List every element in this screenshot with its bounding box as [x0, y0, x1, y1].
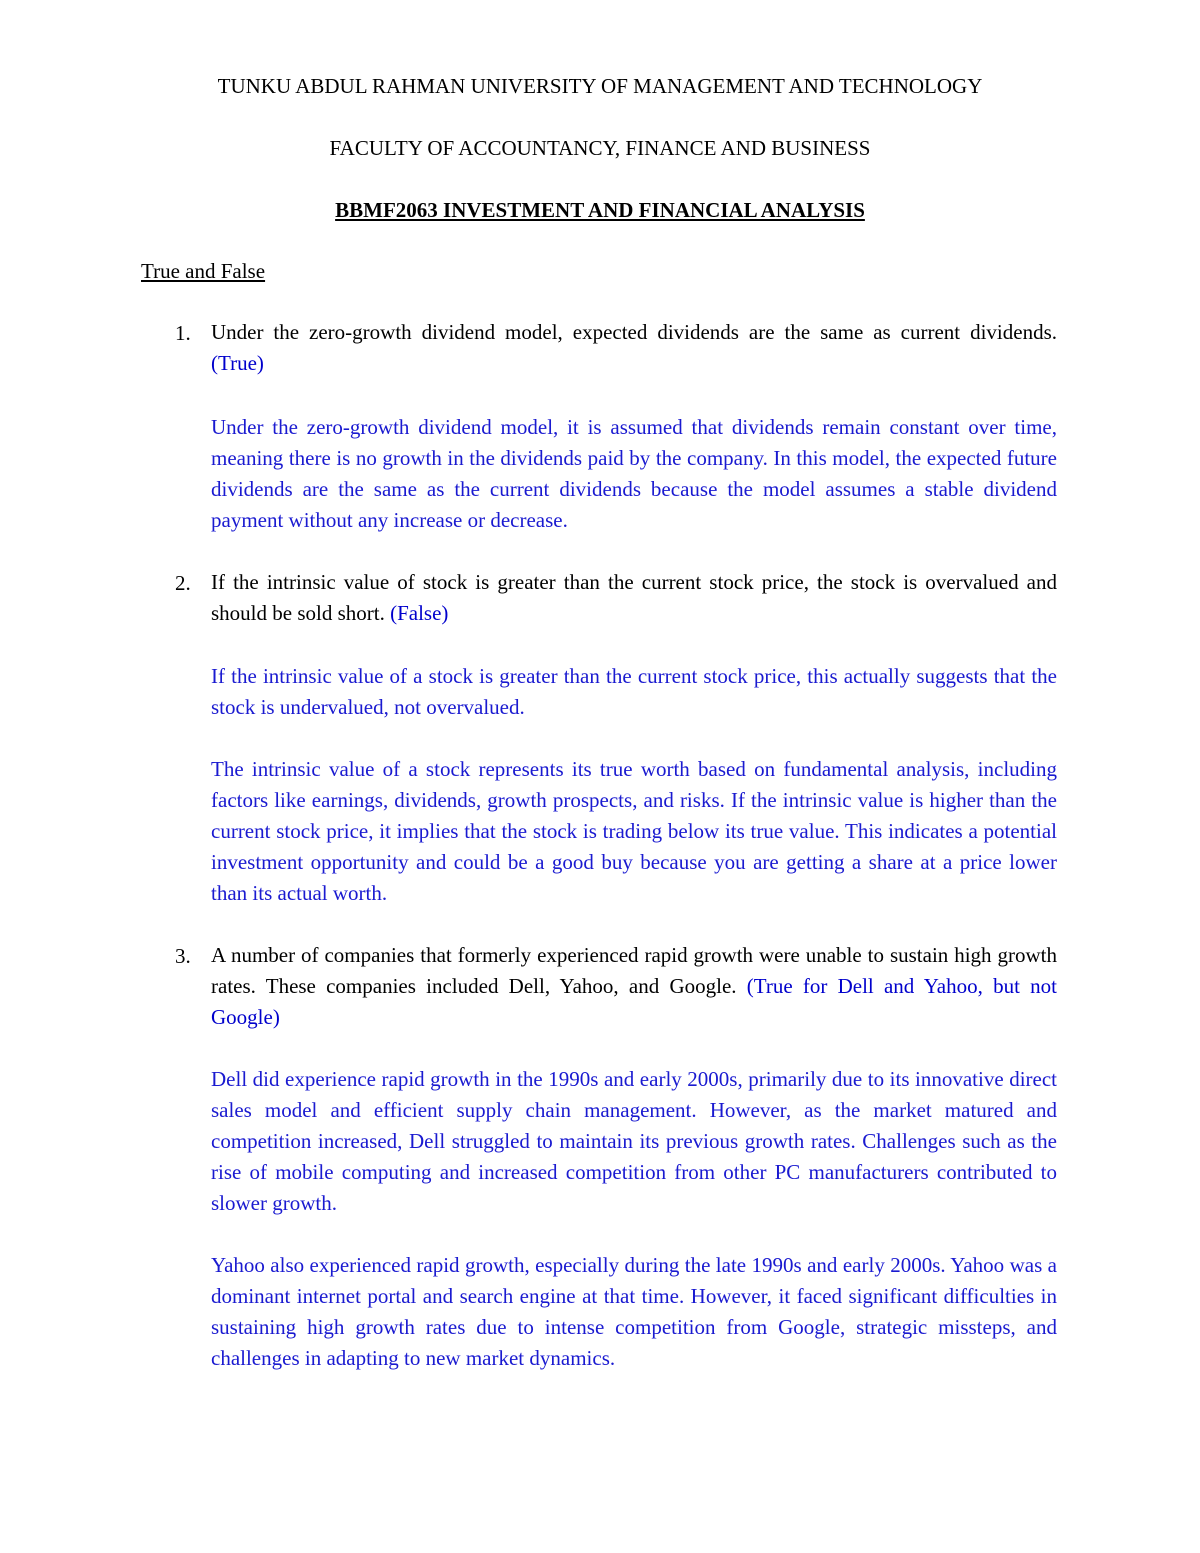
explanation-paragraph: Yahoo also experienced rapid growth, especially during the late 1990s and early 2000s. Yahoo was a dominant internet portal and search engine at that time. However, it faced significant difficulties in sustaining high growth rates due to intense competition from Google, strategic missteps, and challenges in adapting to new market dynamics. — [211, 1253, 1057, 1370]
question-number: 1. — [175, 321, 191, 345]
statement-text: If the intrinsic value of stock is greater than the current stock price, the stock is overvalued and should be sold short. — [211, 570, 1057, 625]
faculty-name: FACULTY OF ACCOUNTANCY, FINANCE AND BUSINESS — [329, 136, 871, 160]
explanation-paragraph: Dell did experience rapid growth in the 1990s and early 2000s, primarily due to its innovative direct sales model and efficient supply chain management. However, as the market matured and competition increased, Dell struggled to maintain its previous growth rates. Challenges such as the rise of mobile computing and increased competition from other PC manufacturers contributed to slower growth. — [211, 1067, 1057, 1215]
course-title: BBMF2063 INVESTMENT AND FINANCIAL ANALYSIS — [335, 198, 865, 222]
question-number: 2. — [175, 571, 191, 595]
question-statement — [211, 567, 1057, 629]
answer-label: (True for Dell and Yahoo, but not Google) — [211, 974, 1057, 1029]
explanation-paragraph: The intrinsic value of a stock represents its true worth based on fundamental analysis, including factors like earnings, dividends, growth prospects, and risks. If the intrinsic value is higher than the current stock price, it implies that the stock is trading below its true value. This indicates a potential investment opportunity and could be a good buy because you are getting a share at a price lower than its actual worth. — [211, 757, 1057, 905]
answer-label: (False) — [390, 601, 449, 625]
explanation-paragraph: Under the zero-growth dividend model, it is assumed that dividends remain constant over time, meaning there is no growth in the dividends paid by the company. In this model, the expected future dividends are the same as the current dividends because the model assumes a stable dividend payment without any increase or decrease. — [211, 415, 1057, 532]
explanation-paragraph: If the intrinsic value of a stock is greater than the current stock price, this actually suggests that the stock is undervalued, not overvalued. — [211, 664, 1057, 719]
question-statement — [211, 317, 1057, 379]
statement-text: Under the zero-growth dividend model, expected dividends are the same as current dividends. — [211, 320, 1057, 344]
section-title: True and False — [141, 259, 266, 283]
question-statement — [211, 940, 1057, 1033]
statement-text: A number of companies that formerly experienced rapid growth were unable to sustain high growth rates. These companies included Dell, Yahoo, and Google. — [211, 943, 1057, 998]
answer-label: (True) — [211, 351, 264, 375]
question-number: 3. — [175, 944, 191, 968]
university-name: TUNKU ABDUL RAHMAN UNIVERSITY OF MANAGEMENT AND TECHNOLOGY — [217, 74, 983, 98]
